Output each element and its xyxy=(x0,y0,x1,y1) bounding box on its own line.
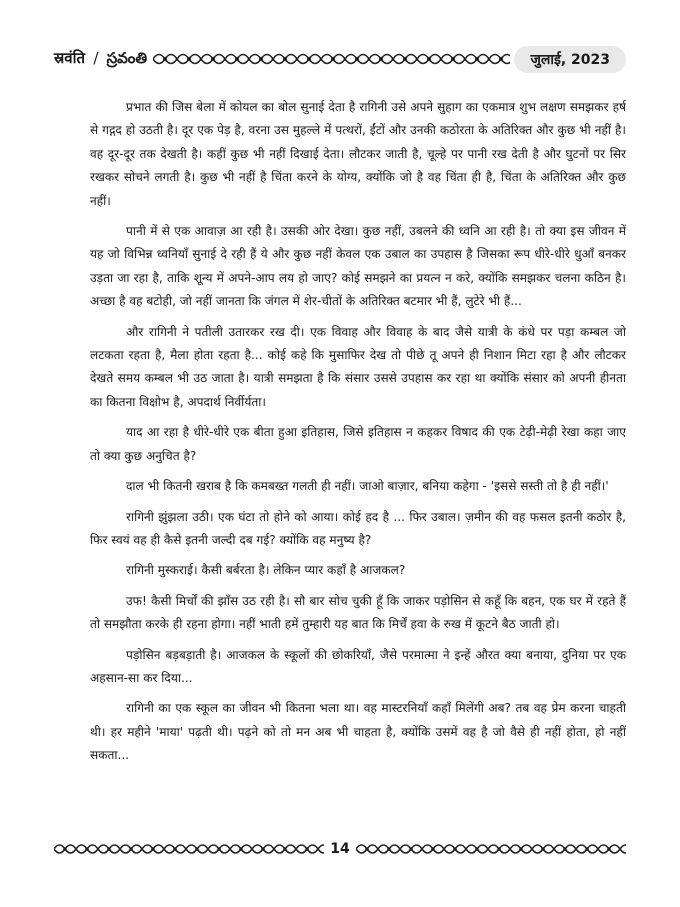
paragraph: रागिनी का एक स्कूल का जीवन भी कितना भला था। वह मास्टरनियाँ कहाँ मिलेंगी अब? तब वह प्रेम करना चाहती थी। हर महीने 'माया' पढ़ती थी। पढ़ने को तो मन अब भी चाहता है, क्योंकि उसमें वह है जो वैसे ही नहीं होता, हो नहीं सकता... xyxy=(90,701,626,763)
paragraph: प्रभात की जिस बेला में कोयल का बोल सुनाई देता है रागिनी उसे अपने सुहाग का एकमात्र शुभ लक्षण समझकर हर्ष से गद्गद हो उठती है। दूर एक पेड़ है, वरना उस मुहल्ले में पत्थरों, ईंटों और उनकी कठोरता के अतिरिक्त और कुछ भी नहीं है। वह दूर-दूर तक देखती है। कहीं कुछ भी नहीं दिखाई देता। लौटकर जाती है, चूल्हे पर पानी रख देती है और घुटनों पर सिर रखकर सोचने लगती है। कुछ भी नहीं है चिंता करने के योग्य, क्योंकि जो है वह चिंता ही है, चिंता के अतिरिक्त और कुछ नहीं। xyxy=(90,100,626,208)
paragraph: दाल भी कितनी खराब है कि कमबख्त गलती ही नहीं। जाओ बाज़ार, बनिया कहेगा - 'इससे सस्ती तो है ही नहीं।' xyxy=(126,479,609,494)
issue-date: जुलाई, 2023 xyxy=(514,46,626,73)
paragraph: उफ! कैसी मिर्चों की झाँस उठ रही है। सौ बार सोच चुकी हूँ कि जाकर पड़ोसिन से कहूँ कि बहन, एक घर में रहते हैं तो समझौता करके ही रहना होगा। नहीं भाती हमें तुम्हारी यह बात कि मिर्चें हवा के रुख में कूटने बैठ जाती हो। xyxy=(90,593,626,632)
magazine-name-hindi: स्रवंति xyxy=(54,48,86,67)
paragraph: और रागिनी ने पतीली उतारकर रख दी। एक विवाह और विवाह के बाद जैसे यात्री के कंधे पर पड़ा कम्बल जो लटकता रहता है, मैला होता रहता है... कोई कहे कि मुसाफिर देख तो पीछे तू अपने ही निशान मिटा रहा है और लौटकर देखते समय कम्बल भी उठ जाता है। यात्री समझता है कि संसार उससे उपहास कर रहा था क्योंकि संसार को अपनी हीनता का कितना विक्षोभ है, अपदार्थ निर्वीर्यता। xyxy=(90,324,626,409)
footer-ornament-left xyxy=(54,841,324,857)
paragraph: पानी में से एक आवाज़ आ रही है। उसकी ओर देखा। कुछ नहीं, उबलने की ध्वनि आ रही है। तो क्या इस जीवन में यह जो विभिन्न ध्वनियाँ सुनाई दे रही हैं ये और कुछ नहीं केवल एक उबाल का उपहास है जिसका रूप धीरे-धीरे धुआँ बनकर उड़ता जा रहा है, ताकि शून्य में अपने-आप लय हो जाए? कोई समझने का प्रयत्न न करे, क्योंकि समझकर चलना कठिन है। अच्छा है वह बटोही, जो नहीं जानता कि जंगल में शेर-चीतों के अतिरिक्त बटमार भी हैं, लुटेरे भी हैं... xyxy=(90,224,626,309)
header-ornament xyxy=(153,50,510,68)
paragraph: पड़ोसिन बड़बड़ाती है। आजकल के स्कूलों की छोकरियाँ, जैसे परमात्मा ने इन्हें औरत क्या बनाया, दुनिया पर एक अहसान-सा कर दिया... xyxy=(90,647,626,685)
page-header xyxy=(54,45,626,73)
footer-ornament-right xyxy=(356,841,626,857)
paragraph: रागिनी झुंझला उठी। एक घंटा तो होने को आया। कोई हद है ... फिर उबाल। ज़मीन की वह फसल इतनी कठोर है, फिर स्वयं वह ही कैसे इतनी जल्दी दब गई? क्योंकि वह मनुष्य है? xyxy=(90,509,626,547)
article-body xyxy=(90,96,626,775)
magazine-name-telugu: స్రవంతి xyxy=(106,48,148,67)
magazine-title xyxy=(54,48,153,71)
page-number: 14 xyxy=(330,841,350,857)
paragraph: याद आ रहा है धीरे-धीरे एक बीता हुआ इतिहास, जिसे इतिहास न कहकर विषाद की एक टेढ़ी-मेढ़ी रेखा कहा जाए तो क्या कुछ अनुचित है? xyxy=(90,425,626,463)
page-footer xyxy=(54,836,626,862)
title-separator: / xyxy=(93,48,99,67)
paragraph: रागिनी मुस्कराई। कैसी बर्बरता है। लेकिन प्यार कहाँ है आजकल? xyxy=(126,563,406,578)
